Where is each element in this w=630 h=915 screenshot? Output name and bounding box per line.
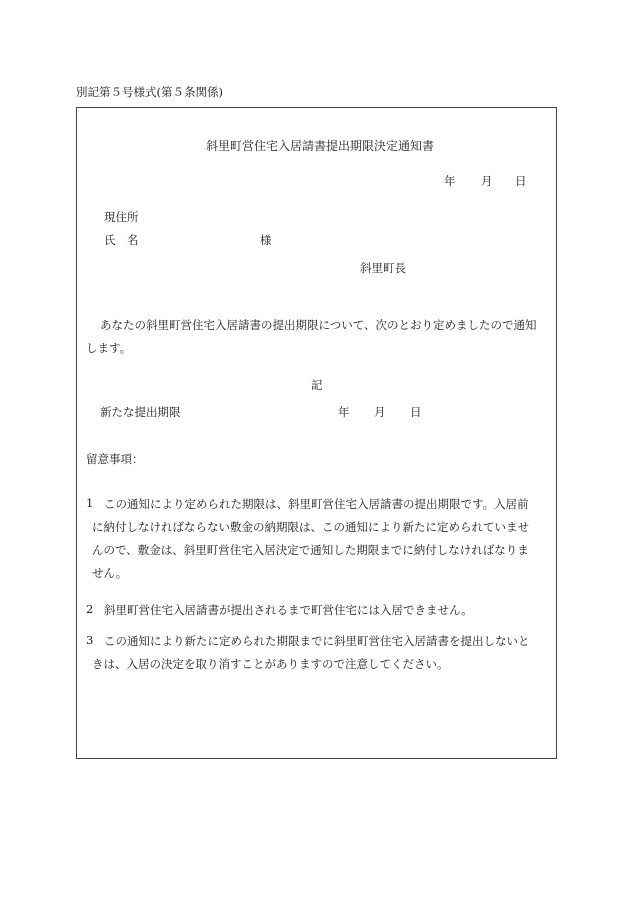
notes-heading: 留意事項：	[86, 452, 144, 466]
note-1-number: 1	[86, 496, 94, 510]
note-3-number: 3	[86, 633, 94, 647]
note-2-line-1: 斜里町営住宅入居請書が提出されるまで町営住宅には入居できません。	[104, 603, 473, 617]
deadline-label: 新たな提出期限	[100, 405, 181, 419]
name-label: 氏 名	[104, 233, 139, 247]
date-day: 日	[515, 174, 527, 188]
date-month: 月	[481, 174, 493, 188]
note-1-line-3: んので、敷金は、斜里町営住宅入居決定で通知した期限までに納付しなければなりま	[92, 543, 529, 557]
honorific: 様	[260, 233, 272, 247]
sender: 斜里町長	[360, 261, 406, 275]
deadline-day: 日	[410, 405, 422, 419]
note-1-line-4: せん。	[92, 566, 128, 580]
body-line-2: します。	[86, 341, 132, 355]
document-title: 斜里町営住宅入居請書提出期限決定通知書	[206, 139, 435, 153]
note-1-line-1: この通知により定められた期限は、斜里町営住宅入居請書の提出期限です。入居前	[104, 497, 529, 511]
note-2-number: 2	[86, 602, 94, 616]
note-3-line-2: きは、入居の決定を取り消すことがありますので注意してください。	[92, 657, 449, 671]
note-3-line-1: この通知により新たに定められた期限までに斜里町営住宅入居請書を提出しないと	[104, 634, 530, 648]
note-1-line-2: に納付しなければならない敷金の納期限は、この通知により新たに定められていませ	[92, 520, 529, 534]
form-label: 別記第５号様式(第５条関係)	[76, 85, 223, 99]
date-year: 年	[444, 174, 456, 188]
address-label: 現住所	[104, 210, 139, 224]
deadline-year: 年	[338, 405, 350, 419]
ki-marker: 記	[311, 378, 323, 392]
body-line-1: あなたの斜里町営住宅入居請書の提出期限について、次のとおり定めましたので通知	[100, 318, 537, 332]
deadline-month: 月	[374, 405, 386, 419]
